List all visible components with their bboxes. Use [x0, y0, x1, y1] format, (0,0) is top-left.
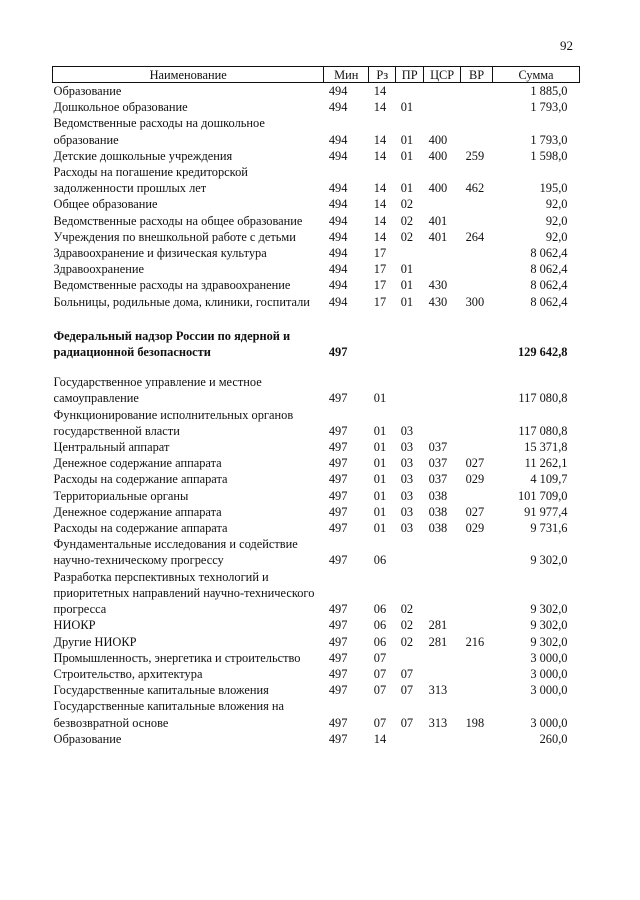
- cell-sum: 9 302,0: [530, 634, 568, 649]
- table-row: [53, 407, 580, 439]
- cell-min: 497: [328, 618, 348, 633]
- cell-name: Ведомственные расходы на общее образование: [53, 213, 303, 228]
- cell-sum: 3 000,0: [530, 666, 568, 681]
- table-row: [53, 196, 580, 212]
- cell-rz: 14: [373, 84, 387, 98]
- cell-rz: [369, 328, 396, 360]
- table-row: [53, 277, 580, 293]
- cell-min: 494: [328, 197, 348, 212]
- cell-rz: 17: [373, 278, 387, 293]
- cell-vr: [461, 682, 493, 698]
- cell-name: Государственные капитальные вложения на безвозвратной основе: [53, 699, 285, 730]
- cell-rz: 07: [373, 715, 387, 730]
- cell-name: Расходы на содержание аппарата: [53, 521, 228, 536]
- cell-rz: 01: [373, 521, 387, 536]
- page-number: 92: [560, 38, 573, 53]
- table-row: [53, 698, 580, 730]
- cell-pr: 01: [400, 262, 414, 277]
- cell-name: Функционирование исполнительных органов государственной власти: [53, 407, 294, 438]
- cell-min: 494: [328, 132, 348, 147]
- cell-name: Учреждения по внешкольной работе с детьми: [53, 229, 296, 244]
- cell-pr: 01: [400, 181, 414, 196]
- cell-vr: 216: [465, 634, 485, 649]
- cell-min: 497: [328, 683, 348, 698]
- cell-name: Общее образование: [53, 197, 158, 212]
- cell-csr: [424, 536, 461, 568]
- cell-csr: [424, 328, 461, 360]
- cell-pr: 03: [400, 423, 414, 438]
- cell-pr: 01: [400, 148, 414, 163]
- cell-pr: [396, 328, 424, 360]
- cell-csr: 038: [428, 504, 448, 519]
- header-rz: Рз: [369, 67, 396, 83]
- spacer-cell: [53, 360, 580, 374]
- cell-pr: 03: [400, 472, 414, 487]
- header-pr: ПР: [396, 67, 424, 83]
- cell-name: Территориальные органы: [53, 488, 189, 503]
- cell-pr: [396, 731, 424, 747]
- cell-name: Детские дошкольные учреждения: [53, 148, 233, 163]
- table-row: [53, 374, 580, 406]
- cell-name: Здравоохранение: [53, 262, 145, 277]
- cell-pr: 01: [400, 294, 414, 309]
- cell-csr: 313: [428, 683, 448, 698]
- cell-sum: 9 302,0: [530, 618, 568, 633]
- cell-rz: 14: [373, 100, 387, 115]
- cell-vr: [461, 439, 493, 455]
- cell-vr: [461, 99, 493, 115]
- cell-sum: 1 793,0: [530, 100, 568, 115]
- cell-min: 497: [328, 666, 348, 681]
- cell-vr: [461, 115, 493, 147]
- cell-name: Здравоохранение и физическая культура: [53, 246, 267, 261]
- cell-vr: [461, 213, 493, 229]
- cell-vr: [461, 650, 493, 666]
- cell-csr: [424, 666, 461, 682]
- cell-name: Ведомственные расходы на здравоохранение: [53, 278, 291, 293]
- cell-sum: 9 302,0: [530, 602, 568, 617]
- cell-csr: 400: [428, 132, 448, 147]
- cell-sum: 117 080,8: [518, 391, 568, 406]
- budget-table: [52, 66, 580, 747]
- cell-csr: [424, 99, 461, 115]
- cell-vr: [461, 569, 493, 618]
- cell-rz: 07: [373, 683, 387, 698]
- cell-min: 497: [328, 423, 348, 438]
- cell-min: 497: [328, 521, 348, 536]
- cell-rz: 01: [373, 488, 387, 503]
- table-row: [53, 471, 580, 487]
- table-row: [53, 536, 580, 568]
- cell-pr: 03: [400, 488, 414, 503]
- cell-vr: 027: [465, 504, 485, 519]
- cell-sum: 91 977,4: [524, 504, 568, 519]
- header-csr: ЦСР: [424, 67, 461, 83]
- cell-name: Государственное управление и местное самоуправление: [53, 375, 262, 406]
- cell-sum: 9 302,0: [530, 553, 568, 568]
- cell-csr: 401: [428, 229, 448, 244]
- cell-min: 497: [328, 553, 348, 568]
- cell-min: 497: [328, 440, 348, 455]
- table-row: [53, 488, 580, 504]
- cell-min: 494: [328, 262, 348, 277]
- cell-name: Промышленность, энергетика и строительство: [53, 650, 301, 665]
- cell-min: 497: [328, 391, 348, 406]
- table-row: [53, 294, 580, 310]
- cell-rz: 14: [373, 197, 387, 212]
- cell-pr: 01: [400, 100, 414, 115]
- cell-min: 494: [328, 278, 348, 293]
- table-row: [53, 439, 580, 455]
- cell-vr: [461, 245, 493, 261]
- cell-vr: [461, 277, 493, 293]
- cell-csr: [424, 650, 461, 666]
- cell-sum: 92,0: [545, 229, 568, 244]
- cell-pr: [396, 245, 424, 261]
- cell-vr: [461, 374, 493, 406]
- cell-rz: 06: [373, 618, 387, 633]
- cell-rz: 01: [373, 391, 387, 406]
- cell-vr: [461, 617, 493, 633]
- spacer-row: [53, 310, 580, 328]
- cell-pr: 07: [400, 715, 414, 730]
- cell-vr: 300: [465, 294, 485, 309]
- cell-name: Фундаментальные исследования и содействие научно-техническому прогрессу: [53, 537, 298, 568]
- cell-rz: 07: [373, 650, 387, 665]
- table-row: [53, 504, 580, 520]
- cell-pr: 02: [400, 213, 414, 228]
- cell-sum: 1 793,0: [530, 132, 568, 147]
- table-row: [53, 99, 580, 115]
- cell-pr: 07: [400, 666, 414, 681]
- table-row: [53, 261, 580, 277]
- cell-sum: 1 885,0: [530, 84, 568, 98]
- cell-sum: 3 000,0: [530, 683, 568, 698]
- cell-min: 497: [328, 472, 348, 487]
- cell-sum: 101 709,0: [517, 488, 568, 503]
- cell-sum: 8 062,4: [530, 246, 568, 261]
- table-row: [53, 164, 580, 196]
- cell-vr: [461, 536, 493, 568]
- cell-csr: [424, 261, 461, 277]
- cell-csr: 038: [428, 521, 448, 536]
- cell-rz: 14: [373, 181, 387, 196]
- cell-name: Дошкольное образование: [53, 100, 188, 115]
- cell-vr: 259: [465, 148, 485, 163]
- cell-sum: 3 000,0: [530, 650, 568, 665]
- cell-csr: [424, 407, 461, 439]
- cell-min: 497: [328, 634, 348, 649]
- cell-name: Образование: [53, 731, 122, 746]
- cell-pr: 02: [400, 197, 414, 212]
- cell-vr: 029: [465, 472, 485, 487]
- cell-min: 497: [328, 456, 348, 471]
- cell-sum: 260,0: [539, 731, 568, 746]
- cell-sum: 8 062,4: [530, 262, 568, 277]
- cell-csr: 037: [428, 456, 448, 471]
- cell-name: Ведомственные расходы на дошкольное образование: [53, 116, 265, 147]
- cell-min: 497: [328, 731, 348, 746]
- cell-csr: 313: [428, 715, 448, 730]
- cell-csr: 281: [428, 618, 448, 633]
- cell-min: 497: [328, 715, 348, 730]
- table-header-row: [53, 67, 580, 83]
- cell-csr: 038: [428, 488, 448, 503]
- cell-pr: [396, 536, 424, 568]
- cell-rz: 07: [373, 666, 387, 681]
- cell-vr: [461, 261, 493, 277]
- header-min: Мин: [324, 67, 369, 83]
- cell-min: 497: [328, 488, 348, 503]
- cell-rz: 14: [373, 731, 387, 746]
- cell-sum: 8 062,4: [530, 294, 568, 309]
- cell-sum: 3 000,0: [530, 715, 568, 730]
- cell-pr: 02: [400, 618, 414, 633]
- cell-vr: 462: [465, 181, 485, 196]
- table-row: [53, 666, 580, 682]
- cell-pr: 02: [400, 229, 414, 244]
- table-row: [53, 650, 580, 666]
- cell-pr: 02: [400, 634, 414, 649]
- cell-min: 497: [328, 602, 348, 617]
- cell-rz: 06: [373, 602, 387, 617]
- cell-min: 494: [328, 229, 348, 244]
- cell-name: Федеральный надзор России по ядерной и радиационной безопасности: [53, 328, 291, 360]
- cell-name: Другие НИОКР: [53, 634, 137, 649]
- cell-vr: [461, 407, 493, 439]
- cell-name: Расходы на погашение кредиторской задолженности прошлых лет: [53, 165, 248, 196]
- spacer-row: [53, 360, 580, 374]
- cell-sum: 4 109,7: [530, 472, 568, 487]
- cell-name: Центральный аппарат: [53, 440, 170, 455]
- cell-min: 494: [328, 294, 348, 309]
- table-row: [53, 455, 580, 471]
- table-row: [53, 115, 580, 147]
- header-name: Наименование: [53, 67, 324, 83]
- cell-rz: 06: [373, 553, 387, 568]
- cell-csr: [424, 196, 461, 212]
- cell-csr: 037: [428, 440, 448, 455]
- cell-name: Разработка перспективных технологий и приоритетных направлений научно-технического прогресса: [53, 569, 315, 617]
- cell-min: 494: [328, 246, 348, 261]
- header-sum: Сумма: [493, 67, 580, 83]
- cell-min: 497: [328, 345, 348, 360]
- cell-vr: 029: [465, 521, 485, 536]
- cell-min: 497: [328, 650, 348, 665]
- cell-csr: 401: [428, 213, 448, 228]
- cell-min: 494: [328, 181, 348, 196]
- cell-csr: [424, 245, 461, 261]
- cell-rz: 01: [373, 472, 387, 487]
- cell-vr: 027: [465, 456, 485, 471]
- cell-sum: 9 731,6: [530, 521, 568, 536]
- cell-rz: 06: [373, 634, 387, 649]
- cell-rz: 14: [373, 213, 387, 228]
- cell-name: Государственные капитальные вложения: [53, 683, 269, 698]
- cell-csr: 400: [428, 181, 448, 196]
- cell-pr: [396, 83, 424, 100]
- cell-sum: 195,0: [539, 181, 568, 196]
- cell-name: Больницы, родильные дома, клиники, госпитали: [53, 294, 310, 309]
- cell-rz: 01: [373, 423, 387, 438]
- cell-pr: 01: [400, 132, 414, 147]
- cell-vr: [461, 196, 493, 212]
- cell-name: Денежное содержание аппарата: [53, 504, 222, 519]
- cell-csr: [424, 569, 461, 618]
- cell-sum: 1 598,0: [530, 148, 568, 163]
- cell-name: Расходы на содержание аппарата: [53, 472, 228, 487]
- cell-pr: 07: [400, 683, 414, 698]
- cell-vr: 264: [465, 229, 485, 244]
- cell-name: Образование: [53, 84, 122, 98]
- header-vr: ВР: [461, 67, 493, 83]
- table-row: [53, 229, 580, 245]
- cell-name: Денежное содержание аппарата: [53, 456, 222, 471]
- cell-sum: 11 262,1: [524, 456, 568, 471]
- cell-vr: [461, 731, 493, 747]
- cell-csr: [424, 731, 461, 747]
- cell-pr: [396, 374, 424, 406]
- cell-name: НИОКР: [53, 618, 96, 633]
- cell-rz: 01: [373, 504, 387, 519]
- table-body: [53, 83, 580, 747]
- cell-min: 494: [328, 84, 348, 98]
- cell-sum: 8 062,4: [530, 278, 568, 293]
- cell-name: Строительство, архитектура: [53, 666, 203, 681]
- table-row: [53, 682, 580, 698]
- cell-csr: 430: [428, 278, 448, 293]
- cell-sum: 117 080,8: [518, 423, 568, 438]
- cell-sum: 92,0: [545, 197, 568, 212]
- cell-csr: 281: [428, 634, 448, 649]
- cell-min: 494: [328, 213, 348, 228]
- cell-min: 494: [328, 148, 348, 163]
- cell-rz: 14: [373, 229, 387, 244]
- spacer-cell: [53, 310, 580, 328]
- cell-rz: 01: [373, 440, 387, 455]
- cell-rz: 17: [373, 294, 387, 309]
- table-row: [53, 569, 580, 618]
- table-row: [53, 520, 580, 536]
- table-row: [53, 731, 580, 747]
- cell-csr: [424, 374, 461, 406]
- cell-csr: [424, 83, 461, 100]
- table-row: [53, 83, 580, 100]
- cell-vr: [461, 328, 493, 360]
- cell-vr: [461, 83, 493, 100]
- cell-rz: 17: [373, 262, 387, 277]
- table-row: [53, 617, 580, 633]
- table-row: [53, 245, 580, 261]
- cell-vr: 198: [465, 715, 485, 730]
- cell-vr: [461, 488, 493, 504]
- cell-rz: 17: [373, 246, 387, 261]
- cell-pr: 01: [400, 278, 414, 293]
- cell-pr: 03: [400, 440, 414, 455]
- table-row: [53, 328, 580, 360]
- cell-sum: 92,0: [545, 213, 568, 228]
- cell-min: 497: [328, 504, 348, 519]
- cell-csr: 037: [428, 472, 448, 487]
- cell-sum: 129 642,8: [517, 345, 568, 360]
- cell-rz: 14: [373, 148, 387, 163]
- cell-sum: 15 371,8: [524, 440, 568, 455]
- cell-pr: 02: [400, 602, 414, 617]
- cell-pr: 03: [400, 504, 414, 519]
- table-row: [53, 148, 580, 164]
- cell-pr: 03: [400, 521, 414, 536]
- cell-csr: 400: [428, 148, 448, 163]
- cell-min: 494: [328, 100, 348, 115]
- cell-pr: 03: [400, 456, 414, 471]
- cell-vr: [461, 666, 493, 682]
- cell-rz: 14: [373, 132, 387, 147]
- cell-rz: 01: [373, 456, 387, 471]
- table-row: [53, 634, 580, 650]
- table-row: [53, 213, 580, 229]
- cell-pr: [396, 650, 424, 666]
- cell-csr: 430: [428, 294, 448, 309]
